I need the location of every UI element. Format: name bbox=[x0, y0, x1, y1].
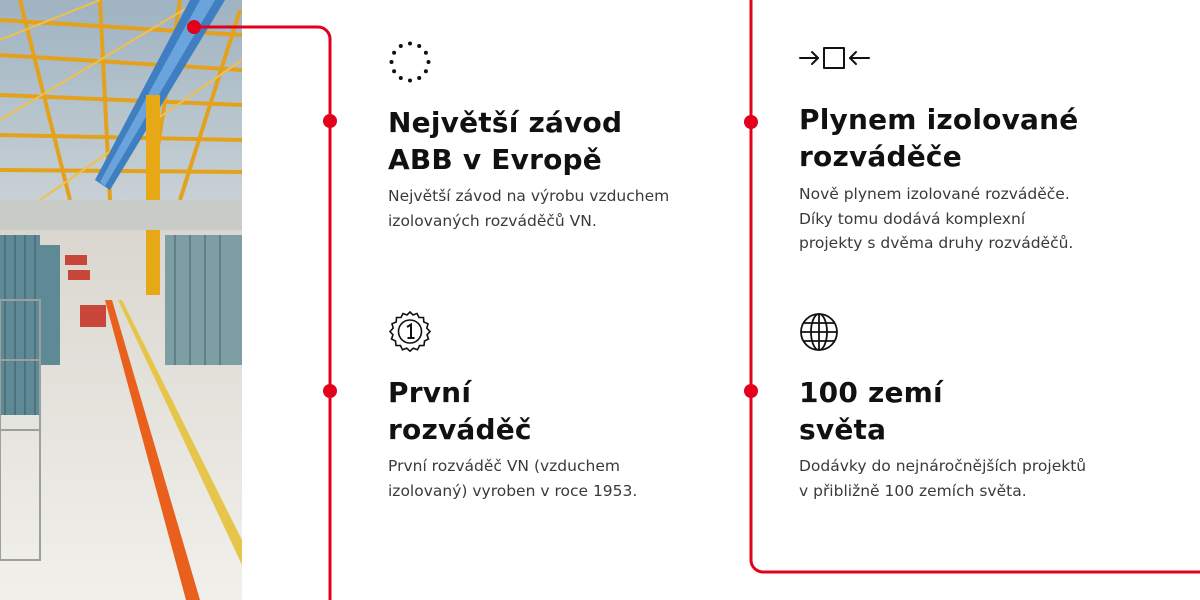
globe-icon bbox=[799, 312, 843, 356]
timeline-dot bbox=[744, 115, 758, 129]
timeline-dot bbox=[744, 384, 758, 398]
timeline-dot bbox=[323, 384, 337, 398]
eu-stars-icon bbox=[388, 40, 432, 84]
card-text: Největší závod na výrobu vzduchem izolovaných rozváděčů VN. bbox=[388, 187, 670, 230]
card-text: Dodávky do nejnáročnějších projektů v přibližně 100 zemích světa. bbox=[799, 457, 1087, 500]
timeline-dot bbox=[323, 114, 337, 128]
card-title: První rozváděč bbox=[388, 376, 532, 446]
card-title: Plynem izolované rozváděče bbox=[799, 103, 1079, 173]
card-title: Největší závod ABB v Evropě bbox=[388, 106, 623, 176]
factory-hall-photo bbox=[0, 0, 242, 600]
card-text: První rozváděč VN (vzduchem izolovaný) vyroben v roce 1953. bbox=[388, 457, 638, 500]
card-title: 100 zemí světa bbox=[799, 376, 943, 446]
first-place-medal-icon bbox=[388, 310, 432, 354]
compact-arrows-icon bbox=[799, 40, 873, 84]
card-text: Nově plynem izolované rozváděče. Díky tomu dodává komplexní projekty s dvěma druhy rozváděčů. bbox=[799, 185, 1074, 252]
